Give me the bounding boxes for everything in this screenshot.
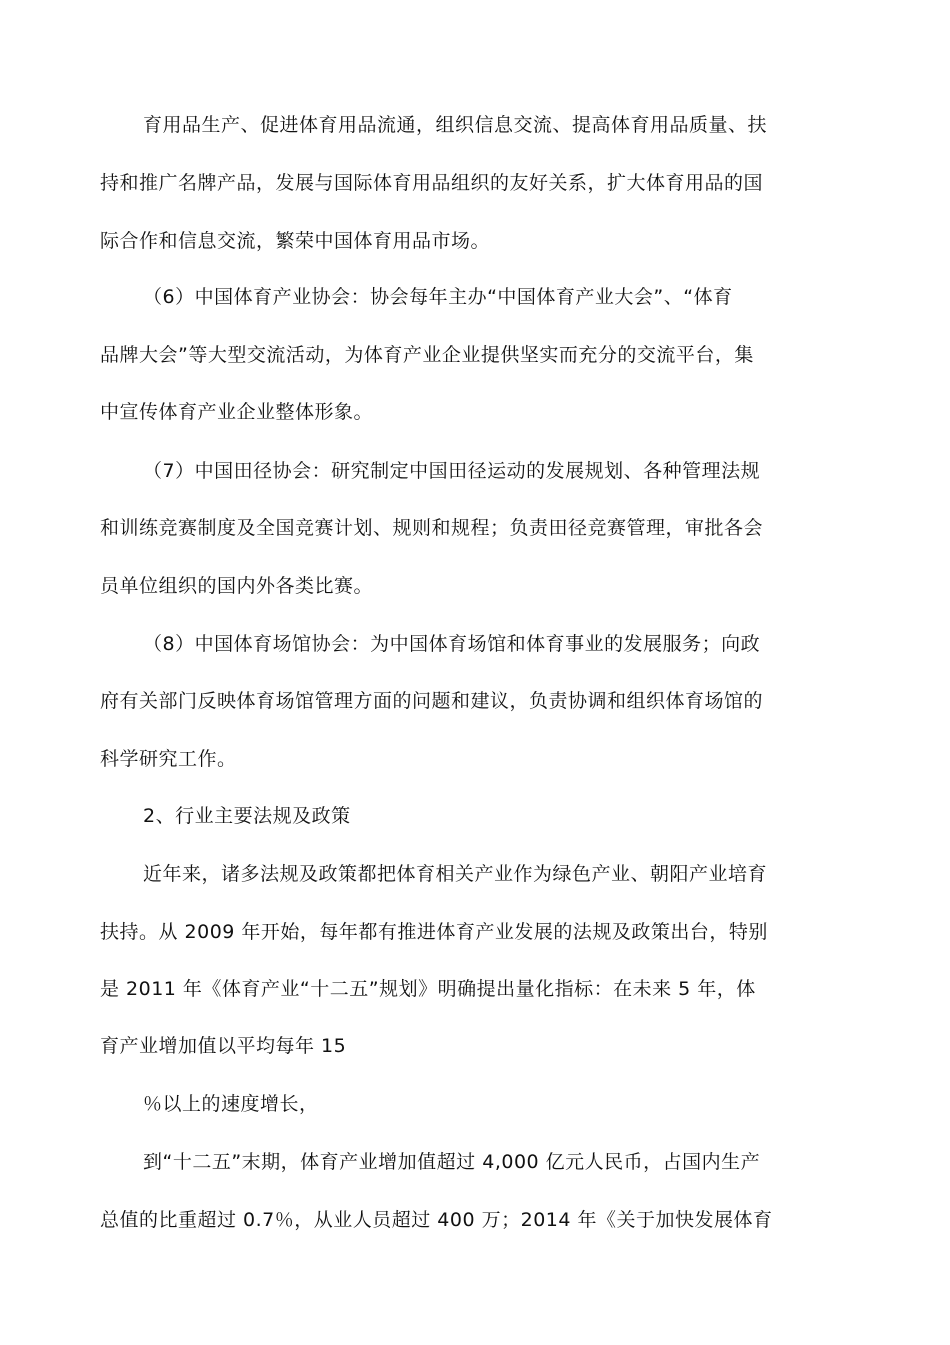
text-line: 扶持。从 2009 年开始，每年都有推进体育产业发展的法规及政策出台，特别: [100, 921, 768, 943]
section-heading: 2、行业主要法规及政策: [143, 805, 351, 827]
text-line: 是 2011 年《体育产业“十二五”规划》明确提出量化指标：在未来 5 年，体: [100, 978, 756, 1000]
text-line: 育产业增加值以平均每年 15: [100, 1035, 347, 1057]
text-line: （7）中国田径协会：研究制定中国田径运动的发展规划、各种管理法规: [143, 460, 761, 482]
text-line: 中宣传体育产业企业整体形象。: [100, 401, 374, 423]
text-line: 品牌大会”等大型交流活动，为体育产业企业提供坚实而充分的交流平台，集: [100, 344, 754, 366]
text-line: 和训练竞赛制度及全国竞赛计划、规则和规程；负责田径竞赛管理，审批各会: [100, 517, 764, 539]
text-line: 近年来，诸多法规及政策都把体育相关产业作为绿色产业、朝阳产业培育: [143, 863, 768, 885]
text-line: 到“十二五”末期，体育产业增加值超过 4,000 亿元人民币，占国内生产: [143, 1151, 761, 1173]
text-line: 育用品生产、促进体育用品流通，组织信息交流、提高体育用品质量、扶: [143, 114, 768, 136]
text-line: 际合作和信息交流，繁荣中国体育用品市场。: [100, 230, 491, 252]
text-line: （6）中国体育产业协会：协会每年主办“中国体育产业大会”、“体育: [143, 286, 733, 308]
text-line: 员单位组织的国内外各类比赛。: [100, 575, 374, 597]
text-line: 府有关部门反映体育场馆管理方面的问题和建议，负责协调和组织体育场馆的: [100, 690, 764, 712]
text-line: 总值的比重超过 0.7％，从业人员超过 400 万；2014 年《关于加快发展体育: [100, 1209, 773, 1231]
text-line: （8）中国体育场馆协会：为中国体育场馆和体育事业的发展服务；向政: [143, 633, 761, 655]
text-line: 持和推广名牌产品，发展与国际体育用品组织的友好关系，扩大体育用品的国: [100, 172, 764, 194]
text-line: 科学研究工作。: [100, 748, 237, 770]
text-line: ％以上的速度增长，: [143, 1093, 319, 1115]
